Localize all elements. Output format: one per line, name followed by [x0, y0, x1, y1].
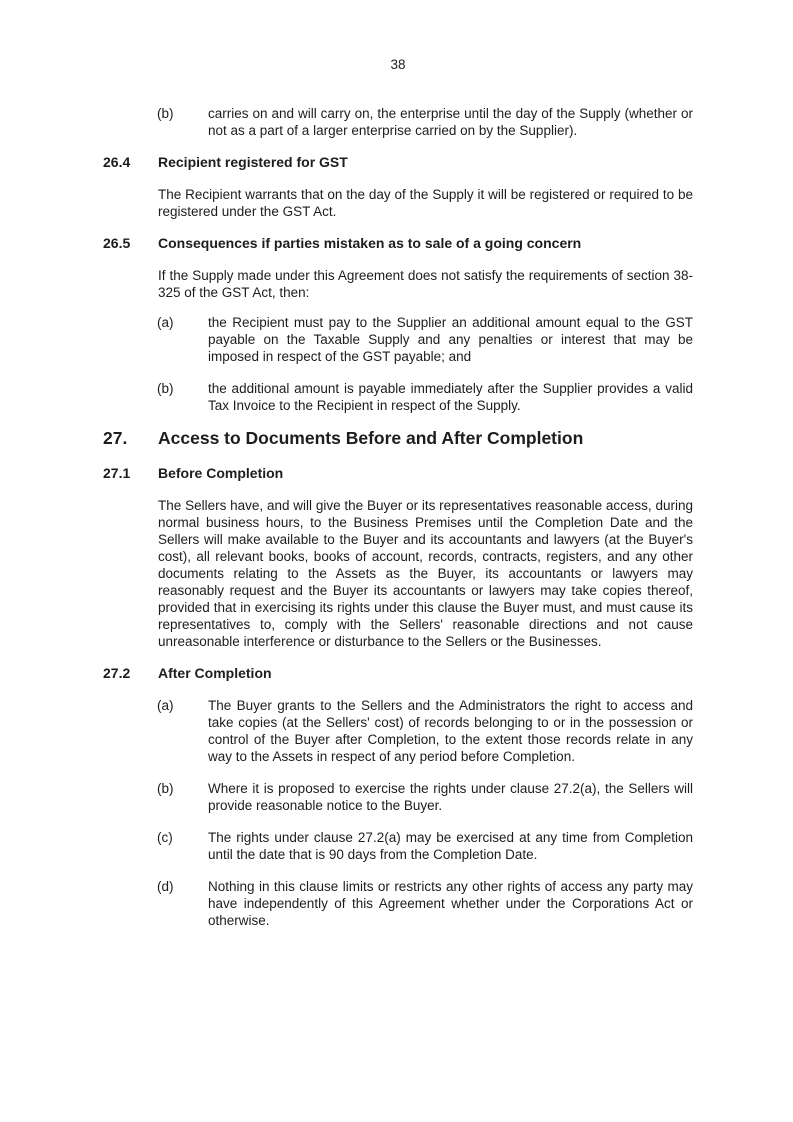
clause-title: Consequences if parties mistaken as to sale of a going concern [158, 235, 582, 251]
clause-title: Recipient registered for GST [158, 154, 348, 170]
clause-number: 26.4 [103, 154, 131, 170]
list-item-label: (c) [157, 830, 173, 845]
list-item-text: The rights under clause 27.2(a) may be exercised at any time from Completion until the date that is 90 days from the Completion Date. [208, 830, 693, 862]
clause-title: Access to Documents Before and After Completion [158, 428, 584, 448]
section-26-4 [103, 154, 693, 220]
clause-number: 27.2 [103, 665, 131, 681]
list-item [157, 105, 693, 139]
list-item-text: carries on and will carry on, the enterprise until the day of the Supply (whether or not as a part of a larger enterprise carried on by the Supplier). [208, 106, 693, 138]
list-item-text: the Recipient must pay to the Supplier an additional amount equal to the GST payable on the Taxable Supply and any penalties or interest that may be imposed in respect of the GST payable; and [208, 315, 693, 364]
list-item [157, 780, 693, 814]
list-item-label: (b) [157, 781, 174, 796]
section-27-1 [103, 465, 693, 650]
list-item [157, 314, 693, 365]
list-item-label: (b) [157, 381, 174, 396]
list-item-text: The Buyer grants to the Sellers and the Administrators the right to access and take copies (at the Sellers' cost) of records belonging to or in the possession or control of the Buyer after Completion, to the extent those records relate in any way to the Assets in respect of any period before Completion. [208, 698, 693, 764]
list-item-label: (a) [157, 315, 174, 330]
clause-number: 27. [103, 428, 128, 448]
list-item-text: Nothing in this clause limits or restricts any other rights of access any party may have independently of this Agreement whether under the Corporations Act or otherwise. [208, 879, 693, 928]
paragraph: The Recipient warrants that on the day of the Supply it will be registered or required to be registered under the GST Act. [158, 187, 693, 219]
list-item [157, 380, 693, 414]
list-item-text: Where it is proposed to exercise the rights under clause 27.2(a), the Sellers will provide reasonable notice to the Buyer. [208, 781, 693, 813]
clause-number: 26.5 [103, 235, 131, 251]
paragraph: The Sellers have, and will give the Buyer or its representatives reasonable access, during normal business hours, to the Business Premises until the Completion Date and the Sellers will make available to the Buyer and its accountants and lawyers (at the Buyer's cost), all relevant books, books of account, records, contracts, registers, and any other documents relating to the Assets as the Buyer, its accountants or lawyers may reasonably request and the Buyer its accountants or lawyers may take copies thereof, provided that in exercising its rights under this clause the Buyer must, and must cause its representatives to, comply with the Sellers' reasonable directions and not cause unreasonable interference or disturbance to the Sellers or the Businesses. [158, 498, 693, 649]
list-item [157, 829, 693, 863]
list-item-label: (a) [157, 698, 174, 713]
list-item [157, 878, 693, 929]
clause-title: After Completion [158, 665, 272, 681]
paragraph: If the Supply made under this Agreement does not satisfy the requirements of section 38-325 of the GST Act, then: [158, 268, 693, 300]
clause-number: 27.1 [103, 465, 131, 481]
clause-heading [103, 235, 693, 252]
page-number: 38 [390, 57, 406, 72]
section-27-2 [103, 665, 693, 929]
clause-title: Before Completion [158, 465, 284, 481]
list-item-label: (b) [157, 106, 174, 121]
list-item [157, 697, 693, 765]
section-27-heading [103, 430, 693, 447]
section-26-5 [103, 235, 693, 414]
clause-heading [103, 465, 693, 482]
clause-heading [103, 154, 693, 171]
list-item-label: (d) [157, 879, 174, 894]
clause-heading [103, 665, 693, 682]
list-item-text: the additional amount is payable immediately after the Supplier provides a valid Tax Invoice to the Recipient in respect of the Supply. [208, 381, 693, 413]
